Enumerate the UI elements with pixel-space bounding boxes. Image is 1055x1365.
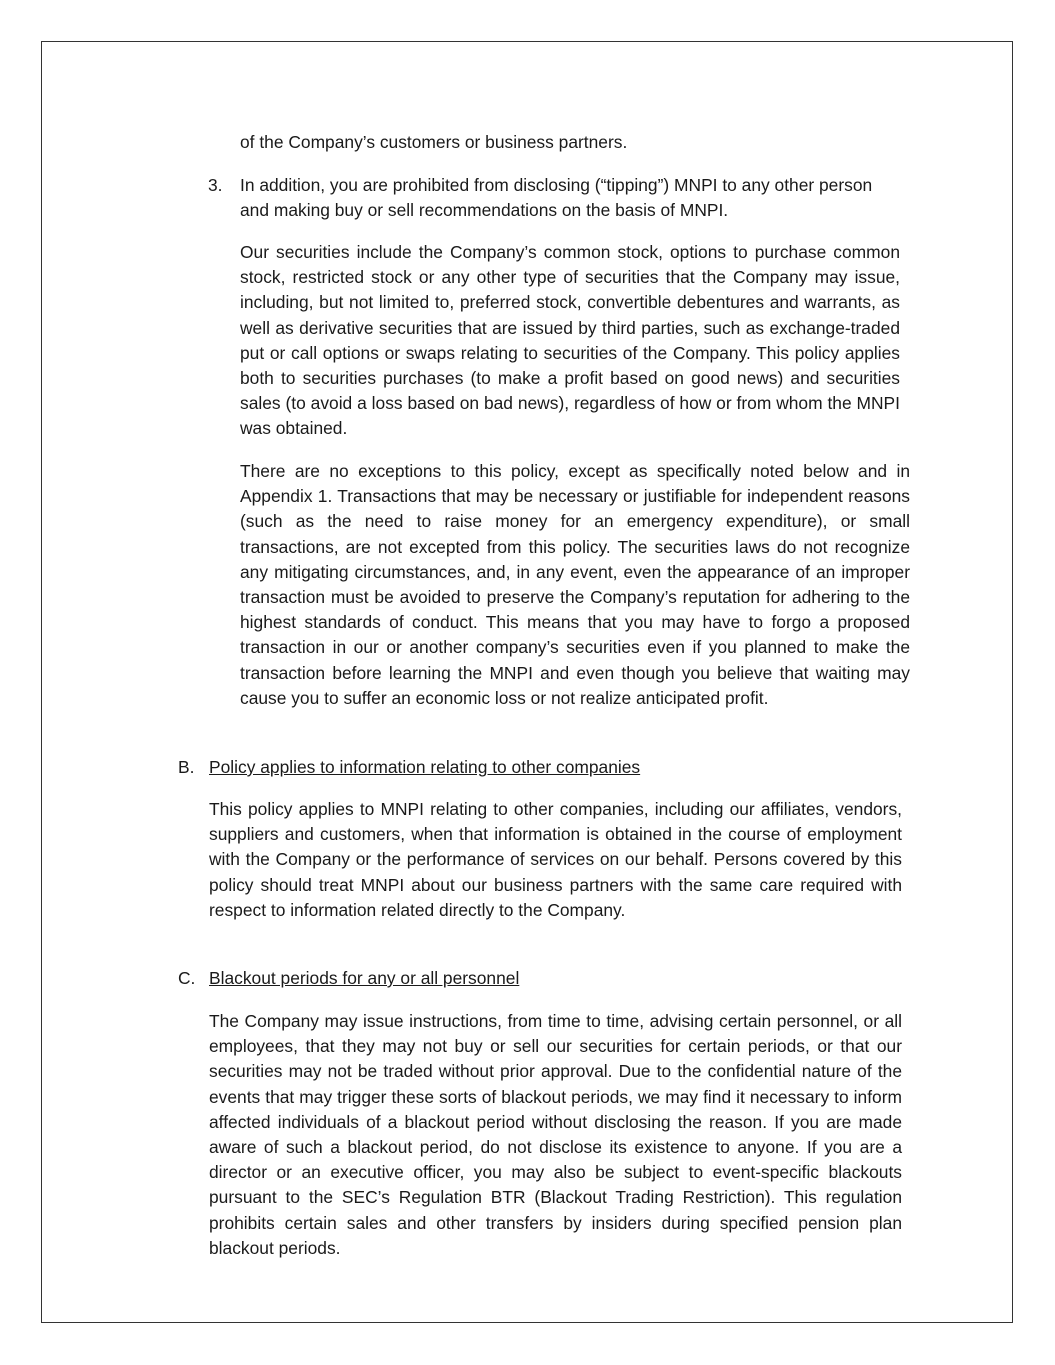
section-c-letter: C. [178, 968, 196, 988]
section-b-heading: Policy applies to information relating to other companies [209, 757, 641, 777]
item-3-text: In addition, you are prohibited from disclosing (“tipping”) MNPI to any other person and making buy or sell recommendations on the basis of MNPI. [240, 175, 873, 221]
section-c-heading: Blackout periods for any or all personnel [209, 968, 520, 988]
paragraph-securities: Our securities include the Company’s common stock, options to purchase common stock, restricted stock or any other type of securities that the Company may issue, including, but not limited to, preferred stock, convertible debentures and warrants, as well as derivative securities that are issued by third parties, such as exchange-traded put or call options or swaps relating to securities of the Company. This policy applies both to securities purchases (to make a profit based on good news) and securities sales (to avoid a loss based on bad news), regardless of how or from whom the MNPI was obtained. [240, 242, 900, 439]
item-3-number: 3. [208, 175, 223, 195]
section-b-letter: B. [178, 757, 195, 777]
paragraph-exceptions: There are no exceptions to this policy, except as specifically noted below and in Appendix 1. Transactions that may be necessary or justifiable for independent reasons (such as the need to raise money for an emergency expenditure), or small transactions, are not excepted from this policy. The securities laws do not recognize any mitigating circumstances, and, in any event, even the appearance of an improper transaction must be avoided to preserve the Company’s reputation for adhering to the highest standards of conduct. This means that you may have to forgo a proposed transaction in our or another company’s securities even if you planned to make the transaction before learning the MNPI and even though you believe that waiting may cause you to suffer an economic loss or not realize anticipated profit. [240, 461, 910, 708]
section-b-body: This policy applies to MNPI relating to other companies, including our affiliates, vendors, suppliers and customers, when that information is obtained in the course of employment with the Company or the performance of services on our behalf. Persons covered by this policy should treat MNPI about our business partners with the same care required with respect to information related directly to the Company. [209, 799, 902, 920]
continuation-line: of the Company’s customers or business partners. [240, 132, 628, 152]
section-c-body: The Company may issue instructions, from time to time, advising certain personnel, or all employees, that they may not buy or sell our securities for certain periods, or that our securities may not be traded without prior approval. Due to the confidential nature of the events that may trigger these sorts of blackout periods, we may find it necessary to inform affected individuals of a blackout period without disclosing the reason. If you are made aware of such a blackout period, do not disclose its existence to anyone. If you are a director or an executive officer, you may also be subject to event-specific blackouts pursuant to the SEC’s Regulation BTR (Blackout Trading Restriction). This regulation prohibits certain sales and other transfers by insiders during specified pension plan blackout periods. [209, 1011, 902, 1258]
